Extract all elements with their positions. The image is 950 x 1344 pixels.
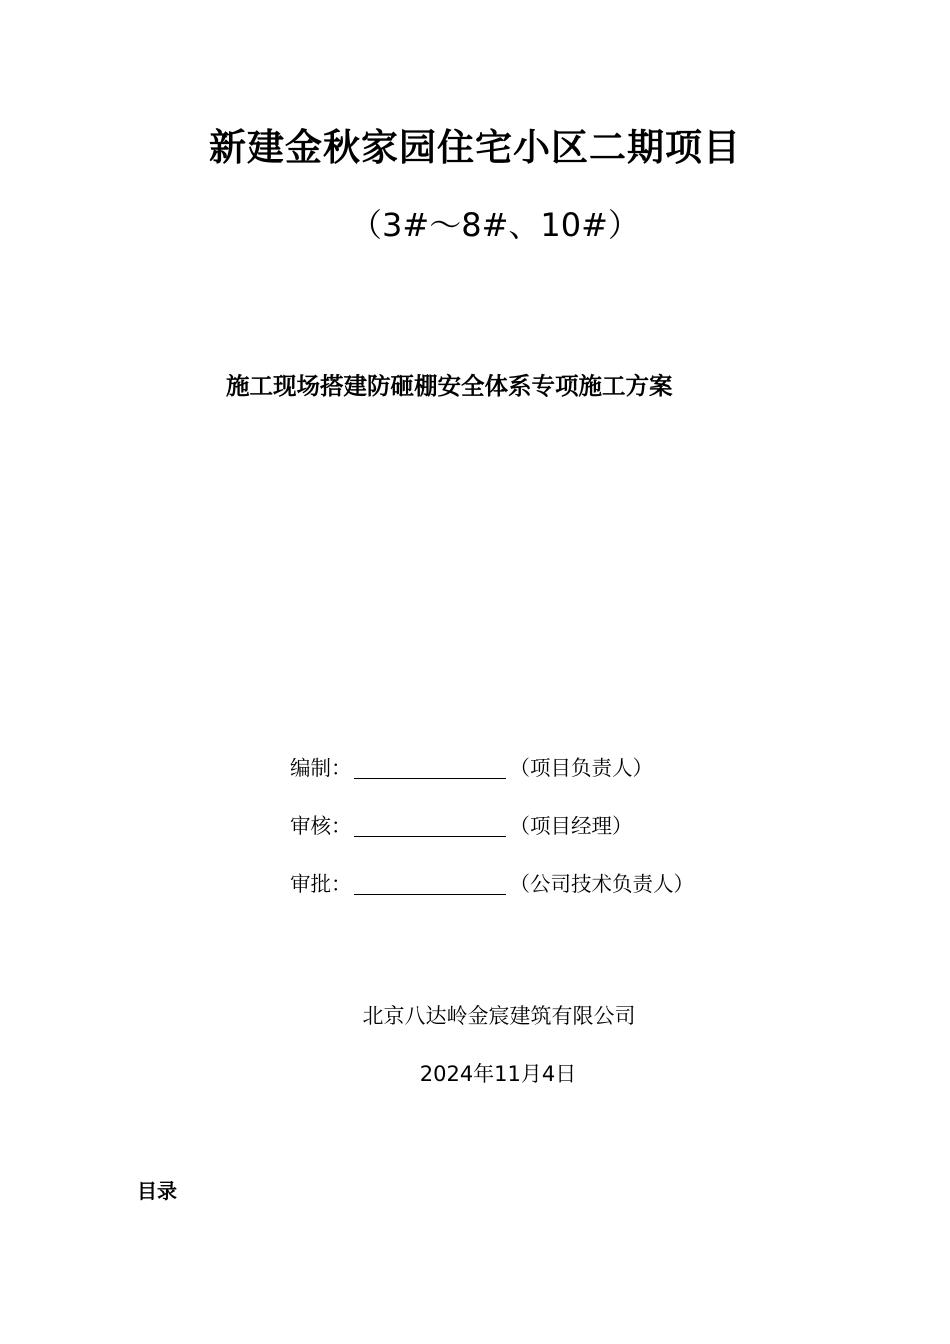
company-name: 北京八达岭金宸建筑有限公司: [362, 1004, 636, 1028]
signature-label: 编制：: [290, 756, 352, 780]
signature-row-approve: [290, 867, 694, 901]
signature-role: （项目经理）: [509, 814, 633, 838]
document-date: 2024年11月4日: [419, 1062, 577, 1086]
signature-row-compile: [290, 751, 653, 785]
plan-title: 施工现场搭建防砸棚安全体系专项施工方案: [226, 372, 673, 400]
signature-blank-line: [354, 872, 506, 895]
signature-row-review: [290, 809, 633, 843]
building-range: （3#～8#、10#）: [350, 206, 640, 244]
signature-role: （公司技术负责人）: [509, 872, 694, 896]
signature-role: （项目负责人）: [509, 756, 653, 780]
signature-label: 审核：: [290, 814, 352, 838]
signature-blank-line: [354, 756, 506, 779]
project-title: 新建金秋家园住宅小区二期项目: [209, 125, 741, 169]
signature-blank-line: [354, 814, 506, 837]
toc-heading: 目录: [137, 1179, 177, 1203]
signature-label: 审批：: [290, 872, 352, 896]
